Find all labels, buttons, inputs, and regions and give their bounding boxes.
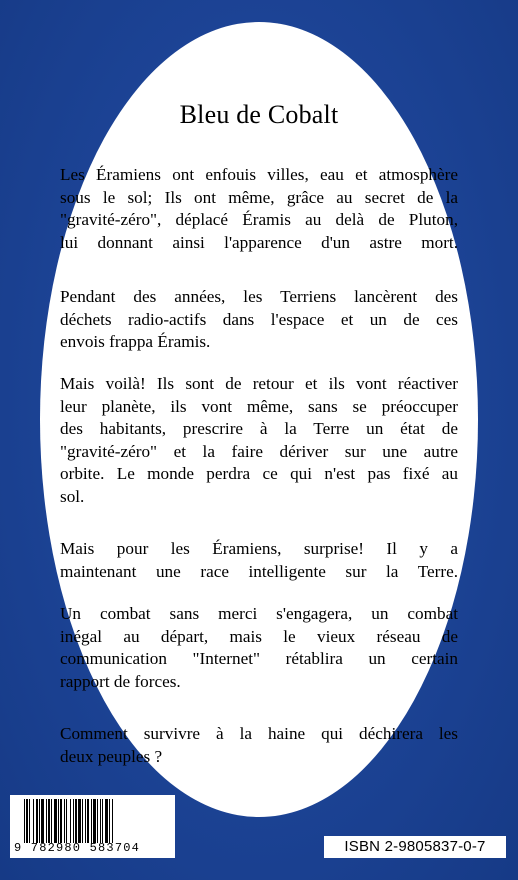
blurb-paragraph-3 — [60, 373, 458, 508]
blurb-line: Pendant des années, les Terriens lancèrent des — [60, 287, 458, 306]
blurb-paragraph-6 — [60, 723, 458, 768]
blurb-paragraph-4 — [60, 538, 458, 583]
blurb-paragraph-1 — [60, 164, 458, 254]
blurb-line: inégal au départ, mais le vieux réseau de — [60, 626, 458, 646]
blurb-line: Mais voilà! Ils sont de retour et ils vont réactiver — [60, 374, 458, 393]
blurb-line: communication "Internet" rétablira un certain — [60, 649, 458, 668]
blurb-paragraph-5 — [60, 603, 458, 693]
isbn-label: ISBN 2-9805837-0-7 — [324, 836, 506, 858]
blurb-line: envois frappa Éramis. — [60, 332, 211, 351]
blurb-line: Mais pour les Éramiens, surprise! Il y a — [60, 539, 458, 558]
blurb-line: sol. — [60, 486, 85, 506]
blurb-line: "gravité-zéro", déplacé Éramis au delà de Pluton, — [60, 210, 458, 229]
blurb-line: rapport de forces. — [60, 671, 181, 691]
blurb-line: des habitants, prescrire à la Terre un état de — [60, 419, 458, 438]
blurb-line: Les Éramiens ont enfouis villes, eau et atmosphère — [60, 165, 458, 184]
blurb-line: Comment survivre à la haine qui déchirera les — [60, 724, 458, 743]
blurb-line: lui donnant ainsi l'apparence d'un astre mort. — [60, 232, 458, 252]
barcode — [10, 795, 175, 858]
blurb-paragraph-2 — [60, 286, 458, 354]
blurb-line: deux peuples ? — [60, 746, 163, 766]
barcode-digits: 9 782980 583704 — [14, 841, 141, 855]
book-title: Bleu de Cobalt — [179, 100, 339, 129]
blurb-line: orbite. Le monde perdra ce qui n'est pas fixé au — [60, 464, 458, 483]
blurb-line: "gravité-zéro" et la faire dériver sur une autre — [60, 441, 458, 461]
blurb-line: déchets radio-actifs dans l'espace et un de ces — [60, 309, 458, 329]
blurb-line: maintenant une race intelligente sur la Terre. — [60, 561, 458, 581]
barcode-bars — [24, 799, 168, 843]
blurb-line: sous le sol; Ils ont même, grâce au secret de la — [60, 187, 458, 207]
blurb-line: Un combat sans merci s'engagera, un combat — [60, 604, 458, 623]
blurb-line: leur planète, ils vont même, sans se préoccuper — [60, 396, 458, 416]
